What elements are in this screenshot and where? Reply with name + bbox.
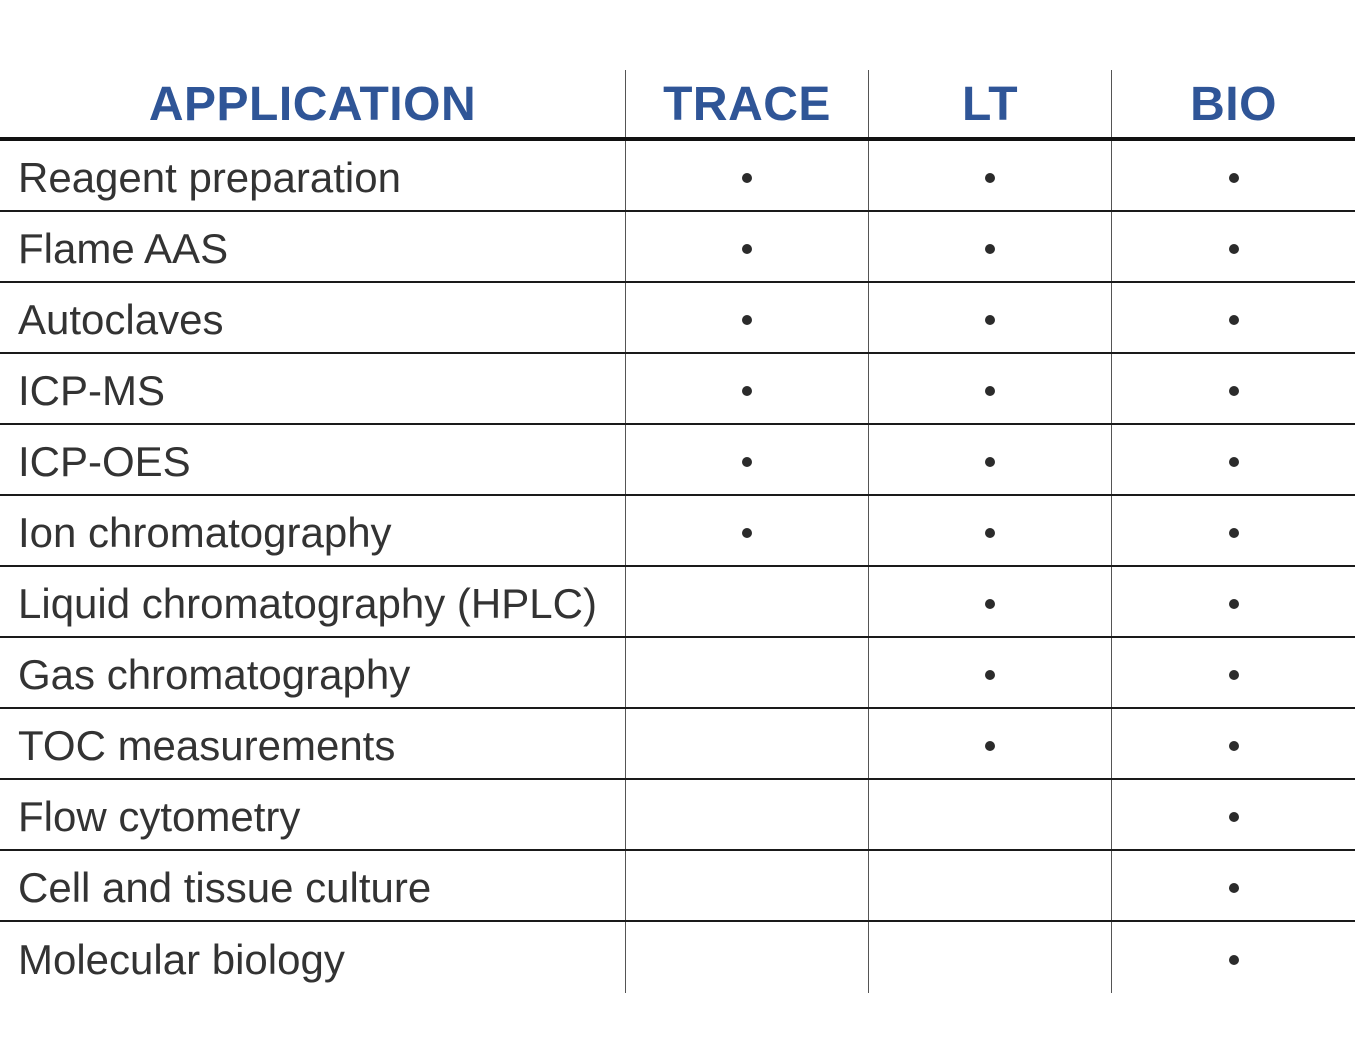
table-row	[0, 780, 1355, 851]
application-label: Flame AAS	[18, 224, 229, 272]
cell-lt	[869, 141, 1112, 210]
cell-lt	[869, 283, 1112, 352]
table-row	[0, 141, 1355, 212]
cell-application	[0, 709, 626, 778]
cell-lt	[869, 212, 1112, 281]
application-label: Ion chromatography	[18, 508, 392, 556]
cell-lt	[869, 638, 1112, 707]
cell-lt	[869, 425, 1112, 494]
bullet-dot-icon	[985, 599, 995, 609]
cell-trace	[626, 567, 869, 636]
cell-bio	[1112, 567, 1355, 636]
application-label: Gas chromatography	[18, 650, 411, 698]
cell-application	[0, 283, 626, 352]
header-label-trace: TRACE	[663, 78, 831, 131]
bullet-dot-icon	[1229, 955, 1239, 965]
cell-application	[0, 567, 626, 636]
bullet-dot-icon	[1229, 244, 1239, 254]
bullet-dot-icon	[742, 244, 752, 254]
bullet-dot-icon	[1229, 741, 1239, 751]
bullet-dot-icon	[742, 173, 752, 183]
cell-lt	[869, 496, 1112, 565]
bullet-dot-icon	[985, 741, 995, 751]
table-header-row	[0, 70, 1355, 141]
cell-trace	[626, 709, 869, 778]
cell-bio	[1112, 354, 1355, 423]
cell-bio	[1112, 851, 1355, 920]
bullet-dot-icon	[1229, 812, 1239, 822]
bullet-dot-icon	[742, 386, 752, 396]
cell-trace	[626, 141, 869, 210]
header-cell-trace	[626, 70, 869, 137]
header-label-application: APPLICATION	[148, 78, 477, 131]
table-row	[0, 212, 1355, 283]
bullet-dot-icon	[1229, 457, 1239, 467]
application-label: Cell and tissue culture	[18, 863, 432, 911]
cell-application	[0, 922, 626, 993]
application-label: TOC measurements	[18, 721, 396, 769]
header-cell-lt	[869, 70, 1112, 137]
table-row	[0, 638, 1355, 709]
application-label: Autoclaves	[18, 295, 224, 343]
bullet-dot-icon	[1229, 883, 1239, 893]
cell-lt	[869, 567, 1112, 636]
cell-trace	[626, 922, 869, 993]
cell-lt	[869, 709, 1112, 778]
bullet-dot-icon	[985, 386, 995, 396]
bullet-dot-icon	[985, 670, 995, 680]
cell-trace	[626, 780, 869, 849]
cell-lt	[869, 780, 1112, 849]
cell-lt	[869, 354, 1112, 423]
cell-bio	[1112, 283, 1355, 352]
cell-trace	[626, 425, 869, 494]
cell-application	[0, 425, 626, 494]
application-label: Reagent preparation	[18, 153, 401, 201]
bullet-dot-icon	[985, 244, 995, 254]
cell-application	[0, 354, 626, 423]
header-cell-bio	[1112, 70, 1355, 137]
application-label: ICP-MS	[18, 366, 165, 414]
application-label: ICP-OES	[18, 437, 191, 485]
bullet-dot-icon	[985, 173, 995, 183]
bullet-dot-icon	[742, 457, 752, 467]
cell-application	[0, 851, 626, 920]
bullet-dot-icon	[1229, 599, 1239, 609]
bullet-dot-icon	[985, 315, 995, 325]
cell-bio	[1112, 425, 1355, 494]
cell-lt	[869, 851, 1112, 920]
header-cell-application	[0, 70, 626, 137]
cell-application	[0, 212, 626, 281]
application-table	[0, 70, 1355, 993]
cell-bio	[1112, 496, 1355, 565]
table-row	[0, 496, 1355, 567]
cell-application	[0, 496, 626, 565]
cell-trace	[626, 283, 869, 352]
cell-trace	[626, 638, 869, 707]
bullet-dot-icon	[742, 528, 752, 538]
cell-trace	[626, 496, 869, 565]
cell-trace	[626, 354, 869, 423]
table-row	[0, 425, 1355, 496]
cell-trace	[626, 851, 869, 920]
header-label-lt: LT	[961, 78, 1019, 131]
bullet-dot-icon	[1229, 173, 1239, 183]
cell-lt	[869, 922, 1112, 993]
cell-bio	[1112, 709, 1355, 778]
table-row	[0, 567, 1355, 638]
table-row	[0, 283, 1355, 354]
cell-application	[0, 638, 626, 707]
bullet-dot-icon	[1229, 670, 1239, 680]
application-label: Flow cytometry	[18, 792, 301, 840]
bullet-dot-icon	[985, 457, 995, 467]
cell-bio	[1112, 141, 1355, 210]
cell-application	[0, 141, 626, 210]
cell-application	[0, 780, 626, 849]
header-label-bio: BIO	[1190, 78, 1277, 131]
application-label: Molecular biology	[18, 935, 345, 983]
table-row	[0, 709, 1355, 780]
bullet-dot-icon	[742, 315, 752, 325]
cell-trace	[626, 212, 869, 281]
table-row	[0, 354, 1355, 425]
cell-bio	[1112, 212, 1355, 281]
bullet-dot-icon	[985, 528, 995, 538]
table-row	[0, 851, 1355, 922]
bullet-dot-icon	[1229, 528, 1239, 538]
cell-bio	[1112, 780, 1355, 849]
bullet-dot-icon	[1229, 386, 1239, 396]
table-body	[0, 141, 1355, 993]
bullet-dot-icon	[1229, 315, 1239, 325]
table-row	[0, 922, 1355, 993]
cell-bio	[1112, 922, 1355, 993]
application-label: Liquid chromatography (HPLC)	[18, 579, 597, 627]
cell-bio	[1112, 638, 1355, 707]
